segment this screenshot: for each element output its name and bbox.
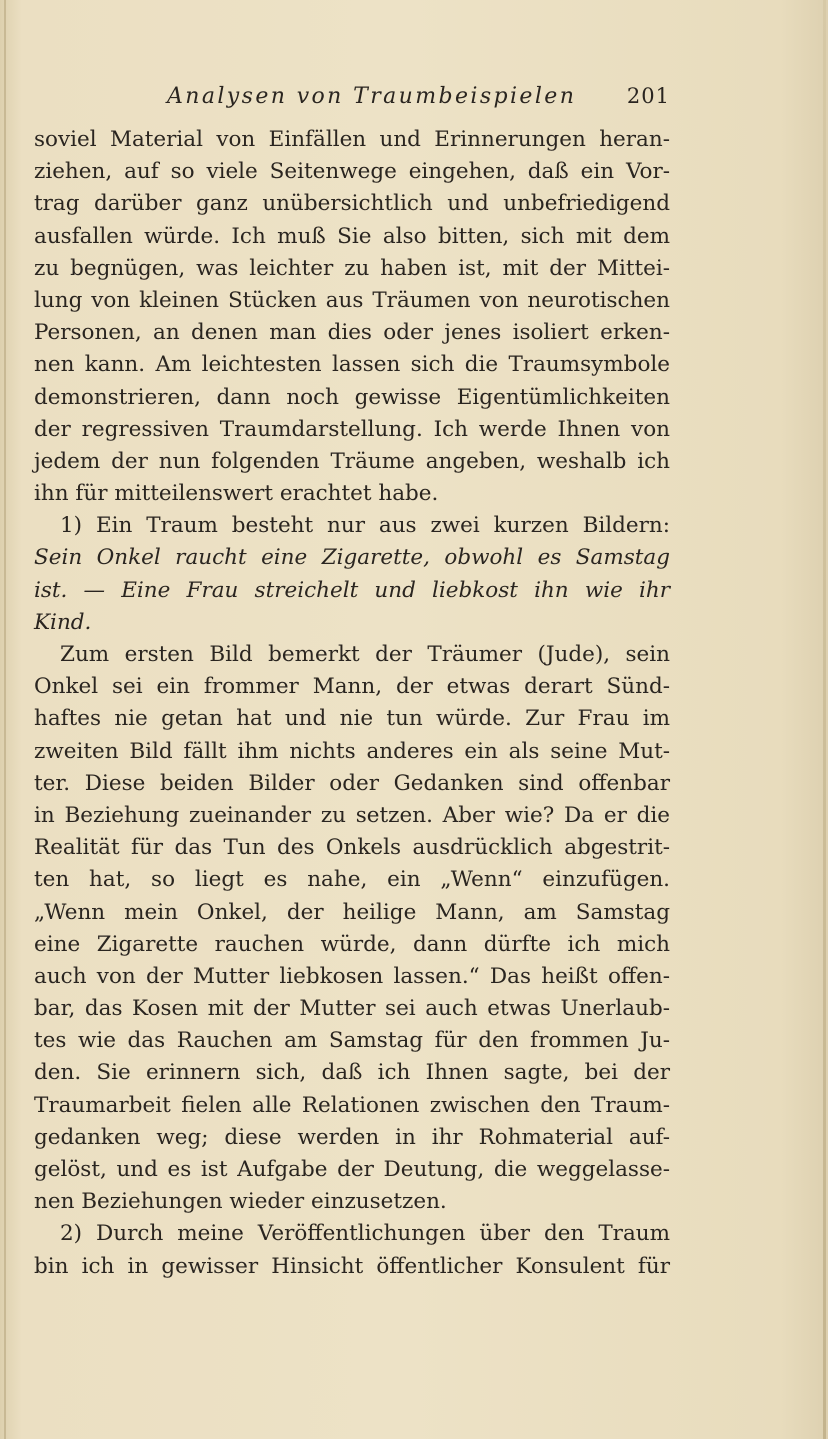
text-line: ter. Diese beiden Bilder oder Gedanken sind offenbar: [34, 770, 670, 796]
text-line: ten hat, so liegt es nahe, ein „Wenn“ einzufügen.: [34, 867, 670, 893]
text-line: gelöst, und es ist Aufgabe der Deutung, die weggelasse-: [34, 1157, 670, 1182]
page-right-edge: [823, 0, 826, 1439]
text-line: haftes nie getan hat und nie tun würde. Zur Frau im: [34, 706, 670, 732]
text-line: Realität für das Tun des Onkels ausdrücklich abgestrit-: [34, 835, 670, 861]
dream-text-line: Kind.: [34, 609, 92, 635]
text-line: nen Beziehungen wieder einzusetzen.: [34, 1189, 447, 1215]
text-line: bar, das Kosen mit der Mutter sei auch etwas Unerlaub-: [34, 996, 670, 1022]
text-line: Personen, an denen man dies oder jenes isoliert erken-: [34, 320, 670, 346]
dream-text-line: Sein Onkel raucht eine Zigarette, obwohl es Samstag: [34, 545, 670, 571]
text-line: demonstrieren, dann noch gewisse Eigentümlichkeiten: [34, 384, 670, 410]
page-gutter-edge: [4, 0, 6, 1439]
text-line: den. Sie erinnern sich, daß ich Ihnen sagte, bei der: [34, 1060, 670, 1086]
text-line: 2) Durch meine Veröffentlichungen über den Traum: [60, 1221, 670, 1247]
text-line: trag darüber ganz unübersichtlich und unbefriedigend: [34, 191, 670, 217]
text-line: jedem der nun folgenden Träume angeben, weshalb ich: [34, 448, 670, 474]
text-line: zu begnügen, was leichter zu haben ist, mit der Mittei-: [34, 255, 670, 281]
text-line: gedanken weg; diese werden in ihr Rohmaterial auf-: [34, 1124, 670, 1150]
text-line: der regressiven Traumdarstellung. Ich werde Ihnen von: [34, 416, 670, 442]
running-head: Analysen von Traumbeispielen: [167, 84, 577, 109]
dream-text-line: ist. — Eine Frau streichelt und liebkost ihn wie ihr: [34, 577, 670, 603]
text-line: auch von der Mutter liebkosen lassen.“ Das heißt offen-: [34, 963, 670, 989]
text-line: ihn für mitteilenswert erachtet habe.: [34, 481, 439, 507]
text-line: soviel Material von Einfällen und Erinnerungen heran-: [34, 127, 670, 152]
text-line: „Wenn mein Onkel, der heilige Mann, am Samstag: [34, 899, 670, 925]
text-line: zweiten Bild fällt ihm nichts anderes ein als seine Mut-: [34, 738, 670, 764]
page-number: 201: [626, 84, 670, 108]
text-line: ziehen, auf so viele Seitenwege eingehen, daß ein Vor-: [34, 159, 670, 185]
text-line: eine Zigarette rauchen würde, dann dürfte ich mich: [34, 931, 670, 957]
page-header: [34, 84, 670, 120]
text-line: ausfallen würde. Ich muß Sie also bitten, sich mit dem: [34, 223, 670, 249]
text-line: 1) Ein Traum besteht nur aus zwei kurzen Bildern:: [60, 513, 670, 539]
text-line: in Beziehung zueinander zu setzen. Aber wie? Da er die: [34, 802, 670, 828]
text-line: lung von kleinen Stücken aus Träumen von neurotischen: [34, 287, 670, 313]
text-line: Zum ersten Bild bemerkt der Träumer (Jude), sein: [60, 642, 670, 667]
text-line: Onkel sei ein frommer Mann, der etwas derart Sünd-: [34, 674, 670, 700]
text-line: Traumarbeit fielen alle Relationen zwischen den Traum-: [34, 1092, 670, 1118]
text-line: bin ich in gewisser Hinsicht öffentlicher Konsulent für: [34, 1253, 670, 1279]
body-text: [34, 124, 670, 1283]
text-line: nen kann. Am leichtesten lassen sich die Traumsymbole: [34, 352, 670, 378]
text-line: tes wie das Rauchen am Samstag für den frommen Ju-: [34, 1028, 670, 1054]
